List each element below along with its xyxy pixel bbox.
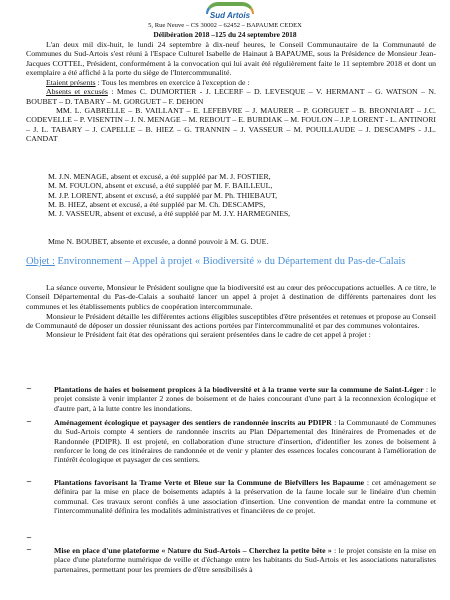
body-block <box>26 283 436 340</box>
absents-line <box>26 87 436 106</box>
body-paragraph: Monsieur le Président fait état des opérations qui seraient présentées dans le cadre de cet appel à projet : <box>46 330 371 340</box>
absents-label: Absents et excusés <box>46 87 108 97</box>
suppleant-line: M. J.P. LORENT, absent et excusé, a été suppléé par M. Ph. THIEBAUT, <box>48 190 278 200</box>
tilde-bullet-icon: ~ <box>26 546 32 554</box>
presents-text: : Tous les membres en exercice à l'exception de : <box>95 78 250 88</box>
bullet-body <box>54 546 436 574</box>
bullet-body <box>54 478 436 515</box>
tilde-bullet-icon: ~ <box>26 478 32 486</box>
presents-line <box>26 78 436 87</box>
deliberation-title: Délibération 2018 –125 du 24 septembre 2018 <box>153 30 297 39</box>
objet-text: Environnement – Appel à projet « Biodiversité » du Département du Pas-de-Calais <box>54 256 406 267</box>
body-paragraph: La séance ouverte, Monsieur le Président souligne que la biodiversité est au cœur des préoccupations actuelles. A ce titre, le Conseil Départemental du Pas-de-Calais a souhaité lancer un appel à projet à destination de différents partenaires dont les communes et les établissements publics de coopération intercommunale. <box>26 283 436 311</box>
bullet-text: : le projet consiste à venir implanter 2 zones de boisement et de haies concourant d'une part à la reconnexion écologique et d'autre part, à la lutte contre les inondations. <box>54 385 436 413</box>
presents-label: Etaient présents <box>46 78 96 88</box>
body-paragraph: Monsieur le Président détaille les différentes actions éligibles susceptibles d'être présentées et retenues et propose au Conseil de Communauté de déposer un dossier réunissant des actions portées par l'intercommunalité et par des communes volontaires. <box>26 311 436 331</box>
objet-label: Objet : <box>26 256 55 267</box>
bullet-title: Mise en place d'une plateforme « Nature du Sud-Artois – Cherchez la petite bête » <box>54 546 332 555</box>
sud-artois-logo <box>200 2 260 22</box>
mm-list: MM. L. GABRELLE – B. VAILLANT – E. LEFEBVRE – J. MAURER – P. GORGUET – B. BRONNIART – J.C. CODEVELLE – P. VISENTIN – J. N. MENAGE – M. REBOUT – E. BURDIAK – M. FOULON – J.P. LORENT - L. ANTINORI – J. L. TABARY – J. CAPELLE – B. HIEZ – G. TRANNIN – J. VASSEUR – M. POUILLAUDE – J. DESCAMPS - J.L. CANDAT <box>26 106 436 143</box>
bullet-item <box>26 418 436 464</box>
bullet-item <box>26 546 436 574</box>
objet-heading <box>26 256 436 268</box>
bullet-item <box>26 478 436 515</box>
bullet-text: : le projet consiste en la mise en place d'une plateforme numérique de veille et d'échange entre les habitants du Sud-Artois et les associations naturalistes partenaires, permettant pour les premiers de d'être sensibilisés à <box>54 546 437 574</box>
bullet-body <box>54 385 436 413</box>
suppleant-line: M. J.N. MENAGE, absent et excusé, a été suppléé par M. J. FOSTIER, <box>48 172 271 181</box>
bullet-title: Plantations de haies et boisement propices à la biodiversité et à la trame verte sur la commune de Saint-Léger <box>54 385 424 394</box>
bullet-title: Plantations favorisant la Trame Verte et Bleue sur la Commune de Biefvillers les Bapaume <box>54 478 365 487</box>
logo-text: Sud Artois <box>209 11 251 20</box>
intro-paragraph: L'an deux mil dix-huit, le lundi 24 septembre à dix-neuf heures, le Conseil Communautaire de la Communauté de Communes du Sud-Artois s'est réuni à l'Espace Culturel Isabelle de Hainaut à BAPAUME, sous la Présidence de Monsieur Jean-Jacques COTTEL, Président, conformément à la convocation qui lui avait été régulièrement faite le 11 septembre 2018 et dont un exemplaire a été affiché à la porte du siège de l'Intercommunalité. <box>26 40 436 77</box>
bullet-text: : la Communauté de Communes du Sud-Artois compte 4 sentiers de randonnée inscrits au Plan Départemental des Itinéraires de Promenades et de Randonnée (PDIPR). Il est projeté, en collaboration d'une structure d'insertion, d'identifier les zones de boisement à renforcer le long de ces itinéraires de randonnée et de venir y planter des essences locales concourant à l'amélioration de l'intérêt écologique et paysager de ces sentiers. <box>54 418 436 465</box>
tilde-bullet-icon: ~ <box>26 418 32 426</box>
bullet-item <box>26 385 436 413</box>
address-line: 5, Rue Neuve – CS 30002 – 62452 – BAPAUME CEDEX <box>148 22 302 29</box>
suppleant-line: M. M. FOULON, absent et excusé, a été suppléé par M. F. BAILLEUL, <box>48 181 273 191</box>
tilde-bullet-icon: ~ <box>26 534 32 542</box>
intro-block <box>26 40 436 143</box>
tilde-bullet-icon: ~ <box>26 385 32 393</box>
suppleant-line: M. J. VASSEUR, absent et excusé, a été suppléé par M. J.Y. HARMEGNIES, <box>48 209 291 219</box>
bullet-text: : cet aménagement se définira par la mise en place de boisements adaptés à la préservation de la faune locale sur le linéaire d'un chemin communal. Ces travaux seront confiés à une association d'insertion. Une convention de mandat entre la commune et l'intercommunalité définira les modalités administratives et financières de ce projet. <box>54 478 437 515</box>
bullet-title: Aménagement écologique et paysager des sentiers de randonnée inscrits au PDIPR <box>54 418 332 427</box>
pouvoir-line: Mme N. BOUBET, absente et excusée, a donné pouvoir à M. G. DUE. <box>48 237 269 246</box>
absents-text: : Mmes C. DUMORTIER - J. LECERF – D. LEVESQUE – V. HERMANT – G. WATSON – N. BOUBET – D. TABARY – M. GORGUET – F. DEHON <box>26 87 436 106</box>
suppleant-line: M. B. HIEZ, absent et excusé, a été suppléé par M. Ch. DESCAMPS, <box>48 199 266 209</box>
suppleants-block <box>48 172 428 218</box>
bullet-body <box>54 418 436 464</box>
